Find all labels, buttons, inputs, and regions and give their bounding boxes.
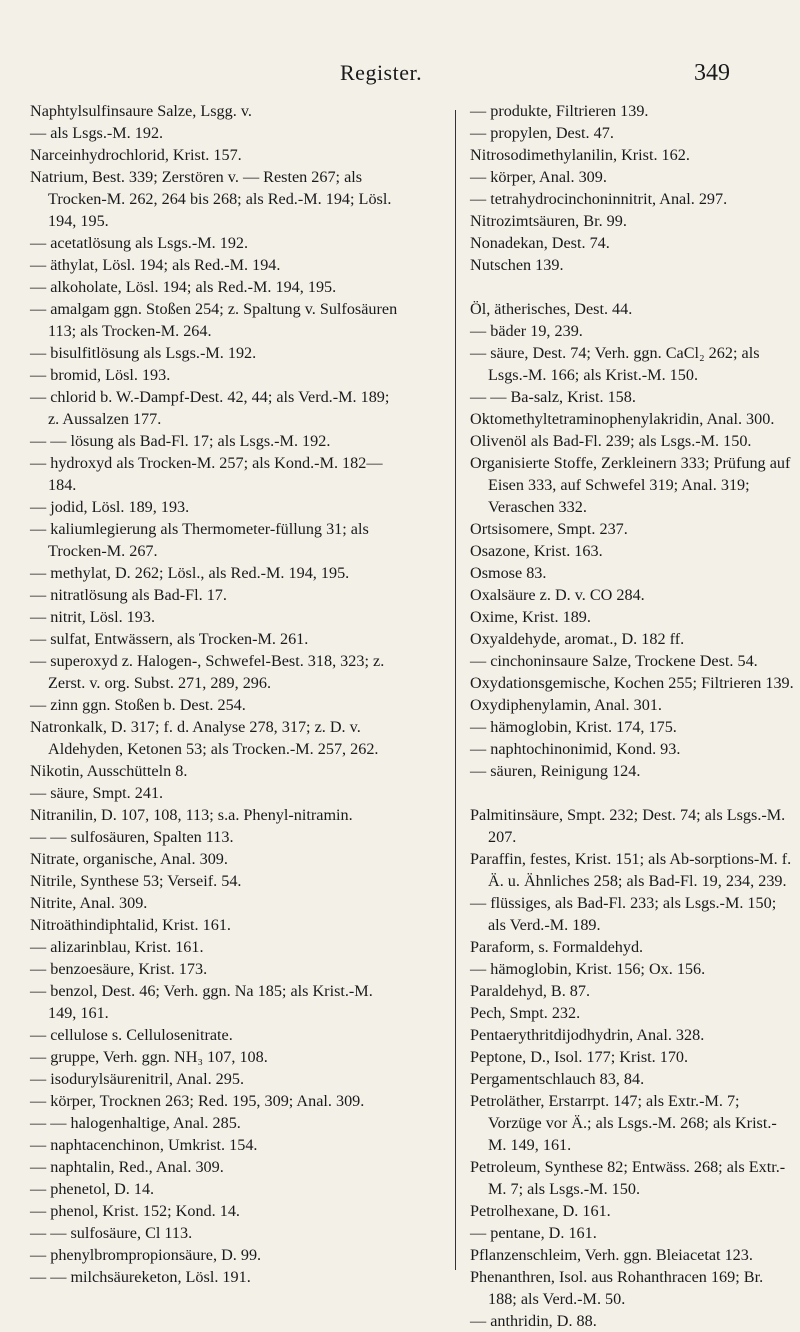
- index-entry: — — milchsäureketon, Lösl. 191.: [30, 1268, 251, 1286]
- index-entry: Öl, ätherisches, Dest. 44.: [470, 300, 633, 318]
- index-entry: — alizarinblau, Krist. 161.: [30, 938, 204, 956]
- index-entry: — sulfat, Entwässern, als Trocken-M. 261.: [30, 630, 309, 648]
- index-entry: Naphtylsulfinsaure Salze, Lsgg. v.: [30, 102, 252, 120]
- index-entry: Pergamentschlauch 83, 84.: [470, 1070, 645, 1088]
- index-entry: Natronkalk, D. 317; f. d. Analyse 278, 317; z. D. v. Aldehyden, Ketonen 53; als Trocken.-M. 257, 262.: [30, 718, 379, 758]
- page-header: [340, 58, 730, 88]
- index-entry: — propylen, Dest. 47.: [470, 124, 614, 142]
- index-entry: — bisulfitlösung als Lsgs.-M. 192.: [30, 344, 257, 362]
- index-entry: — chlorid b. W.-Dampf-Dest. 42, 44; als Verd.-M. 189; z. Aussalzen 177.: [30, 388, 390, 428]
- index-entry: — tetrahydrocinchoninnitrit, Anal. 297.: [470, 190, 728, 208]
- index-entry: Petrolhexane, D. 161.: [470, 1202, 611, 1220]
- index-entry: — produkte, Filtrieren 139.: [470, 102, 649, 120]
- index-entry: Petroläther, Erstarrpt. 147; als Extr.-M. 7; Vorzüge vor Ä.; als Lsgs.-M. 268; als Krist.-M. 149, 161.: [470, 1092, 777, 1154]
- index-entry: — phenol, Krist. 152; Kond. 14.: [30, 1202, 240, 1220]
- index-entry: Nikotin, Ausschütteln 8.: [30, 762, 188, 780]
- index-entry: Nitrite, Anal. 309.: [30, 894, 148, 912]
- running-title: Register.: [340, 60, 423, 85]
- index-entry: — acetatlösung als Lsgs.-M. 192.: [30, 234, 249, 252]
- index-entry: — — Ba-salz, Krist. 158.: [470, 388, 636, 406]
- index-entry: — cinchoninsaure Salze, Trockene Dest. 54.: [470, 652, 758, 670]
- left-column: [30, 100, 400, 1288]
- index-entry: — pentane, D. 161.: [470, 1224, 597, 1242]
- column-divider: [455, 110, 456, 1270]
- index-entry: Oxime, Krist. 189.: [470, 608, 591, 626]
- index-entry: — körper, Trocknen 263; Red. 195, 309; Anal. 309.: [30, 1092, 365, 1110]
- index-entry: — äthylat, Lösl. 194; als Red.-M. 194.: [30, 256, 281, 274]
- index-entry: — anthridin, D. 88.: [470, 1312, 597, 1330]
- index-entry: Nitrozimtsäuren, Br. 99.: [470, 212, 627, 230]
- index-entry: Paraffin, festes, Krist. 151; als Ab-sorptions-M. f. Ä. u. Ähnliches 258; als Bad-Fl. 19, 234, 239.: [470, 850, 792, 890]
- index-entry: Peptone, D., Isol. 177; Krist. 170.: [470, 1048, 689, 1066]
- index-entry: Natrium, Best. 339; Zerstören v. — Resten 267; als Trocken-M. 262, 264 bis 268; als Red.-M. 194; Lösl. 194, 195.: [30, 168, 392, 230]
- index-entry: — kaliumlegierung als Thermometer-füllung 31; als Trocken-M. 267.: [30, 520, 369, 560]
- index-entry: Nitroäthindiphtalid, Krist. 161.: [30, 916, 231, 934]
- index-entry: — methylat, D. 262; Lösl., als Red.-M. 194, 195.: [30, 564, 350, 582]
- index-entry: — als Lsgs.-M. 192.: [30, 124, 164, 142]
- index-entry: — — halogenhaltige, Anal. 285.: [30, 1114, 241, 1132]
- index-entry: Palmitinsäure, Smpt. 232; Dest. 74; als Lsgs.-M. 207.: [470, 806, 786, 846]
- index-entry: — hydroxyd als Trocken-M. 257; als Kond.-M. 182—184.: [30, 454, 383, 494]
- index-entry: Nonadekan, Dest. 74.: [470, 234, 610, 252]
- index-entry: Nitrile, Synthese 53; Verseif. 54.: [30, 872, 242, 890]
- index-entry: — phenetol, D. 14.: [30, 1180, 155, 1198]
- index-entry: — phenylbrompropionsäure, D. 99.: [30, 1246, 262, 1264]
- index-entry: Nitrosodimethylanilin, Krist. 162.: [470, 146, 690, 164]
- index-entry: — benzol, Dest. 46; Verh. ggn. Na 185; als Krist.-M. 149, 161.: [30, 982, 373, 1022]
- index-entry: Oxydationsgemische, Kochen 255; Filtrieren 139.: [470, 674, 794, 692]
- index-entry: — — sulfosäure, Cl 113.: [30, 1224, 193, 1242]
- index-entry: Osmose 83.: [470, 564, 547, 582]
- index-entry: — nitratlösung als Bad-Fl. 17.: [30, 586, 227, 604]
- index-entry: Nutschen 139.: [470, 256, 564, 274]
- index-entry: — säuren, Reinigung 124.: [470, 762, 641, 780]
- index-entry: — amalgam ggn. Stoßen 254; z. Spaltung v. Sulfosäuren 113; als Trocken-M. 264.: [30, 300, 398, 340]
- index-entry: Narceinhydrochlorid, Krist. 157.: [30, 146, 242, 164]
- index-entry: Oktomethyltetraminophenylakridin, Anal. 300.: [470, 410, 775, 428]
- index-entry: Nitranilin, D. 107, 108, 113; s.a. Phenyl-nitramin.: [30, 806, 353, 824]
- index-entry: — säure, Smpt. 241.: [30, 784, 164, 802]
- index-entry: — hämoglobin, Krist. 156; Ox. 156.: [470, 960, 706, 978]
- index-entry: Pentaerythritdijodhydrin, Anal. 328.: [470, 1026, 705, 1044]
- index-entry: — superoxyd z. Halogen-, Schwefel-Best. 318, 323; z. Zerst. v. org. Subst. 271, 289, 296.: [30, 652, 385, 692]
- index-entry: — hämoglobin, Krist. 174, 175.: [470, 718, 677, 736]
- index-entry: — gruppe, Verh. ggn. NH₃ 107, 108.: [30, 1048, 268, 1066]
- right-column: [470, 100, 795, 1332]
- index-entry: Paraldehyd, B. 87.: [470, 982, 591, 1000]
- index-entry: — säure, Dest. 74; Verh. ggn. CaCl₂ 262; als Lsgs.-M. 166; als Krist.-M. 150.: [470, 344, 760, 384]
- index-entry: — naphtacenchinon, Umkrist. 154.: [30, 1136, 258, 1154]
- index-entry: — — lösung als Bad-Fl. 17; als Lsgs.-M. 192.: [30, 432, 331, 450]
- index-entry: Pflanzenschleim, Verh. ggn. Bleiacetat 123.: [470, 1246, 753, 1264]
- index-entry: Oxydiphenylamin, Anal. 301.: [470, 696, 662, 714]
- index-entry: Pech, Smpt. 232.: [470, 1004, 581, 1022]
- index-entry: Olivenöl als Bad-Fl. 239; als Lsgs.-M. 150.: [470, 432, 752, 450]
- index-entry: — flüssiges, als Bad-Fl. 233; als Lsgs.-M. 150; als Verd.-M. 189.: [470, 894, 777, 934]
- index-entry: Paraform, s. Formaldehyd.: [470, 938, 644, 956]
- index-entry: — jodid, Lösl. 189, 193.: [30, 498, 190, 516]
- index-entry: — naphtochinonimid, Kond. 93.: [470, 740, 681, 758]
- index-entry: — benzoesäure, Krist. 173.: [30, 960, 208, 978]
- index-entry: — alkoholate, Lösl. 194; als Red.-M. 194, 195.: [30, 278, 337, 296]
- index-entry: — nitrit, Lösl. 193.: [30, 608, 156, 626]
- index-entry: — bäder 19, 239.: [470, 322, 583, 340]
- index-entry: Nitrate, organische, Anal. 309.: [30, 850, 228, 868]
- index-entry: Oxalsäure z. D. v. CO 284.: [470, 586, 645, 604]
- index-entry: Petroleum, Synthese 82; Entwäss. 268; als Extr.-M. 7; als Lsgs.-M. 150.: [470, 1158, 786, 1198]
- index-entry: — körper, Anal. 309.: [470, 168, 607, 186]
- index-entry: — bromid, Lösl. 193.: [30, 366, 171, 384]
- index-entry: Ortsisomere, Smpt. 237.: [470, 520, 628, 538]
- index-entry: Osazone, Krist. 163.: [470, 542, 603, 560]
- index-entry: Phenanthren, Isol. aus Rohanthracen 169; Br. 188; als Verd.-M. 50.: [470, 1268, 764, 1308]
- index-entry: — naphtalin, Red., Anal. 309.: [30, 1158, 224, 1176]
- index-entry: Organisierte Stoffe, Zerkleinern 333; Prüfung auf Eisen 333, auf Schwefel 319; Anal. 319; Veraschen 332.: [470, 454, 791, 516]
- page-number: 349: [694, 59, 730, 86]
- index-entry: — cellulose s. Cellulosenitrate.: [30, 1026, 233, 1044]
- index-entry: — — sulfosäuren, Spalten 113.: [30, 828, 234, 846]
- index-entry: — isodurylsäurenitril, Anal. 295.: [30, 1070, 245, 1088]
- index-entry: — zinn ggn. Stoßen b. Dest. 254.: [30, 696, 246, 714]
- index-entry: Oxyaldehyde, aromat., D. 182 ff.: [470, 630, 685, 648]
